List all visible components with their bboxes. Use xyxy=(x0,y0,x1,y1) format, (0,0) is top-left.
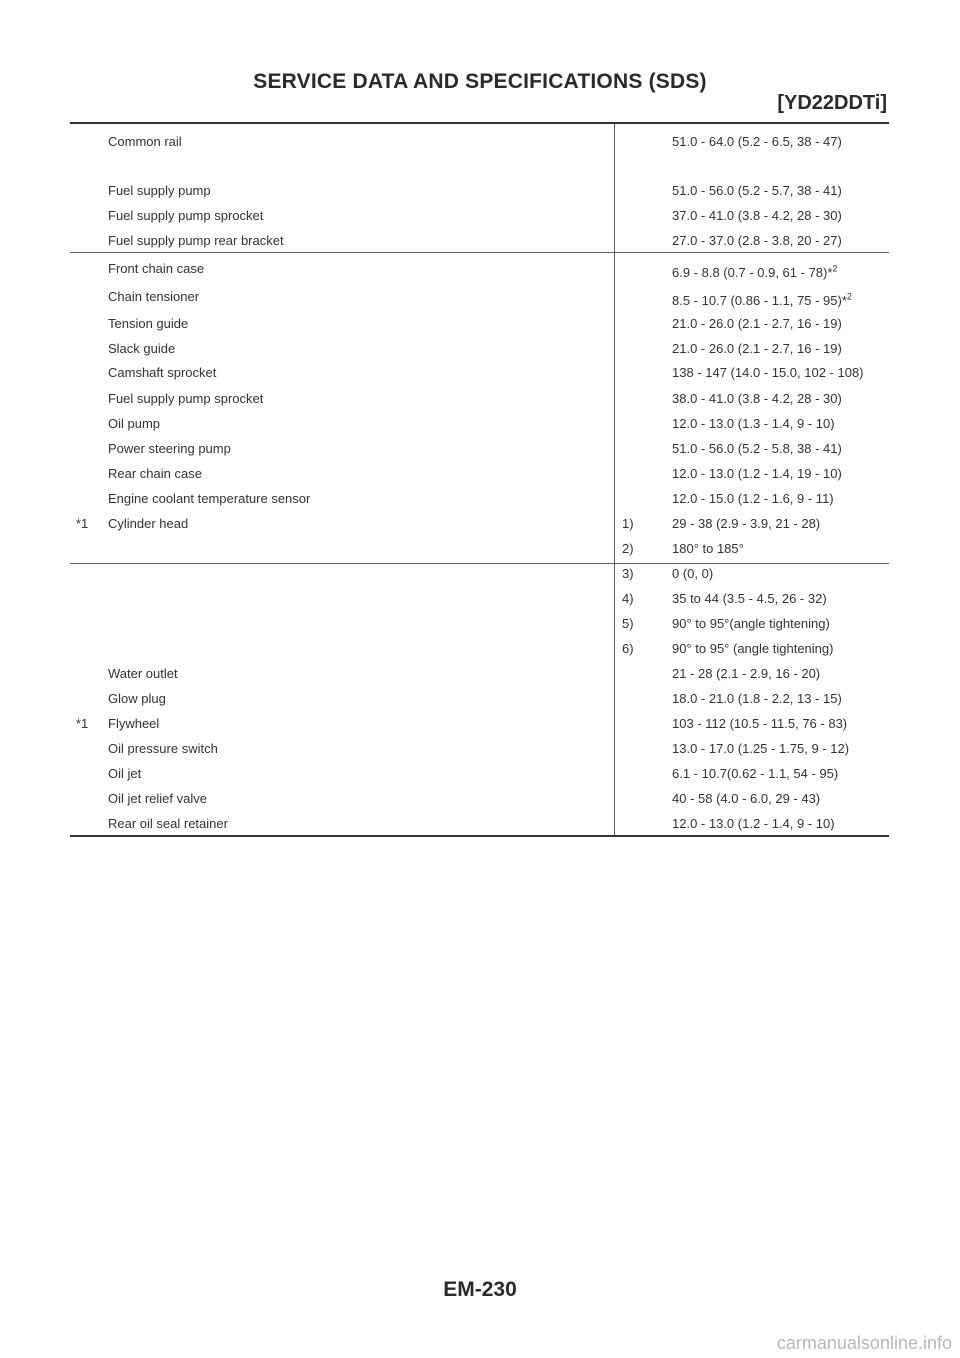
torque-value-text: 8.5 - 10.7 (0.86 - 1.1, 75 - 95)* xyxy=(672,293,847,308)
component-name: Front chain case xyxy=(108,261,205,276)
torque-value: 90° to 95°(angle tightening) xyxy=(672,616,830,631)
footnote-mark: 2 xyxy=(846,291,852,302)
torque-value xyxy=(672,265,837,280)
component-name: Oil jet relief valve xyxy=(108,791,207,806)
torque-value: 21 - 28 (2.1 - 2.9, 16 - 20) xyxy=(672,666,821,681)
torque-value: 29 - 38 (2.9 - 3.9, 21 - 28) xyxy=(672,516,821,531)
torque-value: 103 - 112 (10.5 - 11.5, 76 - 83) xyxy=(672,716,848,731)
torque-value: 27.0 - 37.0 (2.8 - 3.8, 20 - 27) xyxy=(672,233,842,248)
torque-value: 0 (0, 0) xyxy=(672,566,714,581)
torque-value: 12.0 - 13.0 (1.3 - 1.4, 9 - 10) xyxy=(672,416,835,431)
torque-value: 35 to 44 (3.5 - 4.5, 26 - 32) xyxy=(672,591,827,606)
component-name: Tension guide xyxy=(108,316,189,331)
component-name: Rear chain case xyxy=(108,466,202,481)
step-number: 2) xyxy=(622,541,634,556)
component-name: Oil jet xyxy=(108,766,142,781)
torque-value: 12.0 - 13.0 (1.2 - 1.4, 9 - 10) xyxy=(672,816,835,831)
step-number: 1) xyxy=(622,516,634,531)
component-name: Oil pressure switch xyxy=(108,741,218,756)
section-divider xyxy=(70,563,889,564)
component-name: Chain tensioner xyxy=(108,289,200,304)
torque-value: 12.0 - 13.0 (1.2 - 1.4, 19 - 10) xyxy=(672,466,842,481)
component-name: Fuel supply pump xyxy=(108,183,211,198)
torque-value: 138 - 147 (14.0 - 15.0, 102 - 108) xyxy=(672,365,864,380)
component-name: Glow plug xyxy=(108,691,166,706)
component-name: Fuel supply pump sprocket xyxy=(108,391,264,406)
torque-value-text: 6.9 - 8.8 (0.7 - 0.9, 61 - 78)* xyxy=(672,265,833,280)
torque-value: 13.0 - 17.0 (1.25 - 1.75, 9 - 12) xyxy=(672,741,850,756)
page-title: SERVICE DATA AND SPECIFICATIONS (SDS) xyxy=(253,70,707,93)
component-name: Power steering pump xyxy=(108,441,231,456)
torque-value: 51.0 - 56.0 (5.2 - 5.7, 38 - 41) xyxy=(672,183,842,198)
torque-value: 180° to 185° xyxy=(672,541,744,556)
column-divider xyxy=(614,124,615,835)
component-name: Flywheel xyxy=(108,716,160,731)
torque-value: 51.0 - 56.0 (5.2 - 5.8, 38 - 41) xyxy=(672,441,842,456)
component-name: Common rail xyxy=(108,134,182,149)
step-number: 5) xyxy=(622,616,634,631)
component-name: Rear oil seal retainer xyxy=(108,816,228,831)
reference-mark: *1 xyxy=(76,716,89,731)
torque-value: 18.0 - 21.0 (1.8 - 2.2, 13 - 15) xyxy=(672,691,842,706)
step-number: 3) xyxy=(622,566,634,581)
torque-value: 12.0 - 15.0 (1.2 - 1.6, 9 - 11) xyxy=(672,491,834,506)
torque-value: 90° to 95° (angle tightening) xyxy=(672,641,834,656)
table-top-rule xyxy=(70,122,889,124)
engine-code: [YD22DDTi] xyxy=(777,92,887,114)
component-name: Cylinder head xyxy=(108,516,189,531)
torque-value: 21.0 - 26.0 (2.1 - 2.7, 16 - 19) xyxy=(672,341,842,356)
reference-mark: *1 xyxy=(76,516,89,531)
watermark: carmanualsonline.info xyxy=(776,1333,952,1353)
torque-value: 38.0 - 41.0 (3.8 - 4.2, 28 - 30) xyxy=(672,391,842,406)
component-name: Camshaft sprocket xyxy=(108,365,217,380)
component-name: Engine coolant temperature sensor xyxy=(108,491,311,506)
page-number: EM-230 xyxy=(443,1278,517,1301)
component-name: Slack guide xyxy=(108,341,176,356)
torque-value xyxy=(672,293,852,308)
torque-value: 37.0 - 41.0 (3.8 - 4.2, 28 - 30) xyxy=(672,208,842,223)
torque-value: 21.0 - 26.0 (2.1 - 2.7, 16 - 19) xyxy=(672,316,842,331)
torque-value: 51.0 - 64.0 (5.2 - 6.5, 38 - 47) xyxy=(672,134,842,149)
section-divider xyxy=(70,252,889,253)
component-name: Fuel supply pump rear bracket xyxy=(108,233,284,248)
component-name: Water outlet xyxy=(108,666,178,681)
component-name: Oil pump xyxy=(108,416,161,431)
table-bottom-rule xyxy=(70,835,889,837)
step-number: 4) xyxy=(622,591,634,606)
step-number: 6) xyxy=(622,641,634,656)
footnote-mark: 2 xyxy=(832,263,838,274)
torque-value: 6.1 - 10.7(0.62 - 1.1, 54 - 95) xyxy=(672,766,839,781)
torque-value: 40 - 58 (4.0 - 6.0, 29 - 43) xyxy=(672,791,821,806)
component-name: Fuel supply pump sprocket xyxy=(108,208,264,223)
